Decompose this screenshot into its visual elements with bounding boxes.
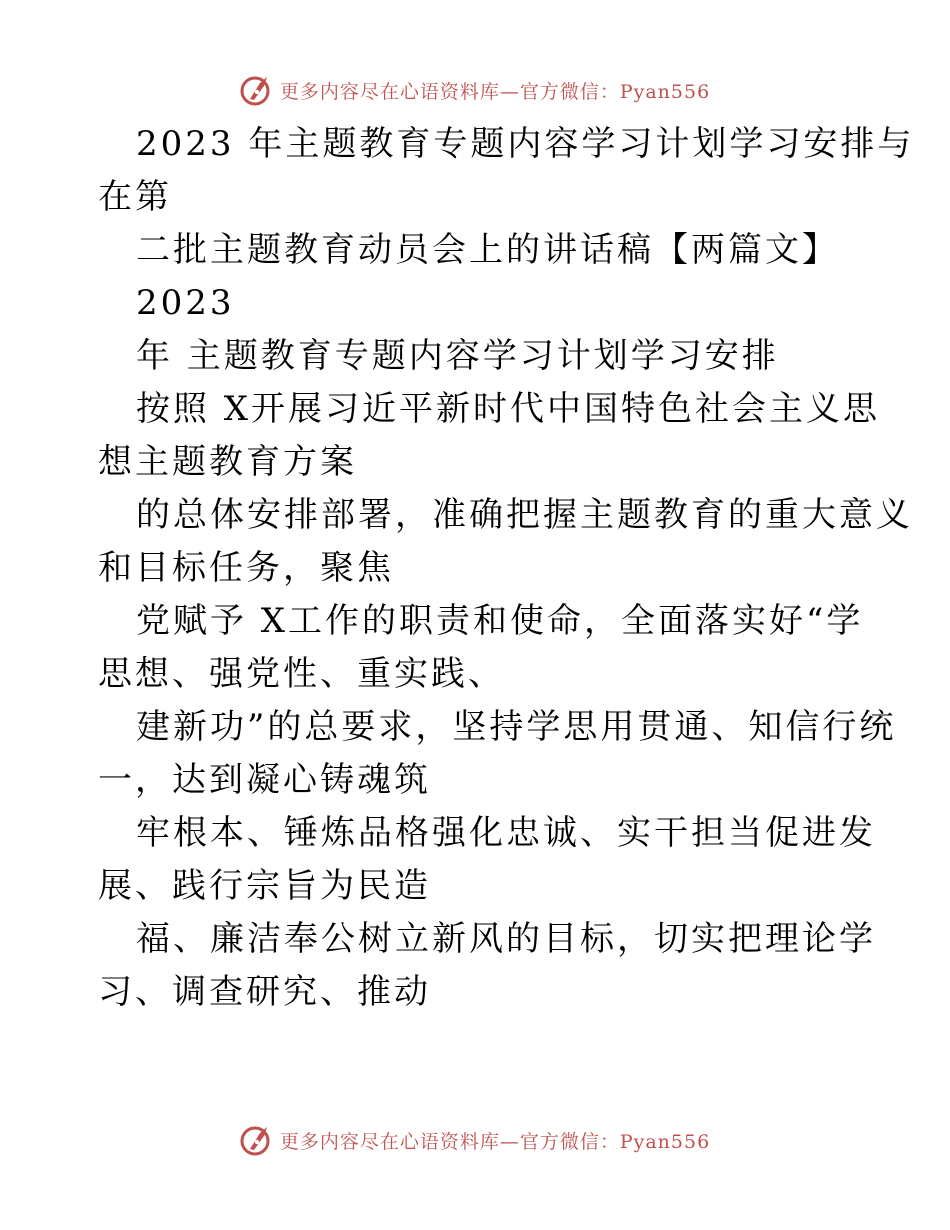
title-line-2: 在第 <box>98 177 172 217</box>
paragraph-line: 的总体安排部署，准确把握主题教育的重大意义 <box>136 495 913 535</box>
title-line-3: 二批主题教育动员会上的讲话稿【两篇文】 <box>136 230 839 270</box>
section-heading: 年 主题教育专题内容学习计划学习安排 <box>136 336 779 376</box>
watermark-text: 更多内容尽在心语资料库—官方微信：Pyan556 <box>279 1130 711 1153</box>
pen-nib-circle-icon <box>240 1123 274 1157</box>
footer-watermark <box>0 1120 950 1160</box>
paragraph-line: 牢根本、锤炼品格强化忠诚、实干担当促进发 <box>136 813 876 853</box>
paragraph-line: 福、廉洁奉公树立新风的目标，切实把理论学 <box>136 919 876 959</box>
header-watermark <box>0 70 950 110</box>
section-year: 2023 <box>136 283 235 323</box>
paragraph-line: 一，达到凝心铸魂筑 <box>98 760 431 800</box>
paragraph-line: 党赋予 X工作的职责和使命，全面落实好“学 <box>136 601 864 641</box>
title-line-1: 2023 年主题教育专题内容学习计划学习安排与 <box>136 124 915 164</box>
paragraph-line: 思想、强党性、重实践、 <box>98 654 505 694</box>
paragraph-line: 展、践行宗旨为民造 <box>98 866 431 906</box>
document-body <box>98 118 915 1019</box>
pen-nib-circle-icon <box>240 73 274 107</box>
paragraph-line: 建新功”的总要求，坚持学思用贯通、知信行统 <box>136 707 897 747</box>
paragraph-line: 想主题教育方案 <box>98 442 357 482</box>
paragraph-line: 按照 X开展习近平新时代中国特色社会主义思 <box>136 389 881 429</box>
watermark-text: 更多内容尽在心语资料库—官方微信：Pyan556 <box>279 80 711 103</box>
paragraph-line: 习、调查研究、推动 <box>98 972 431 1012</box>
paragraph-line: 和目标任务，聚焦 <box>98 548 394 588</box>
